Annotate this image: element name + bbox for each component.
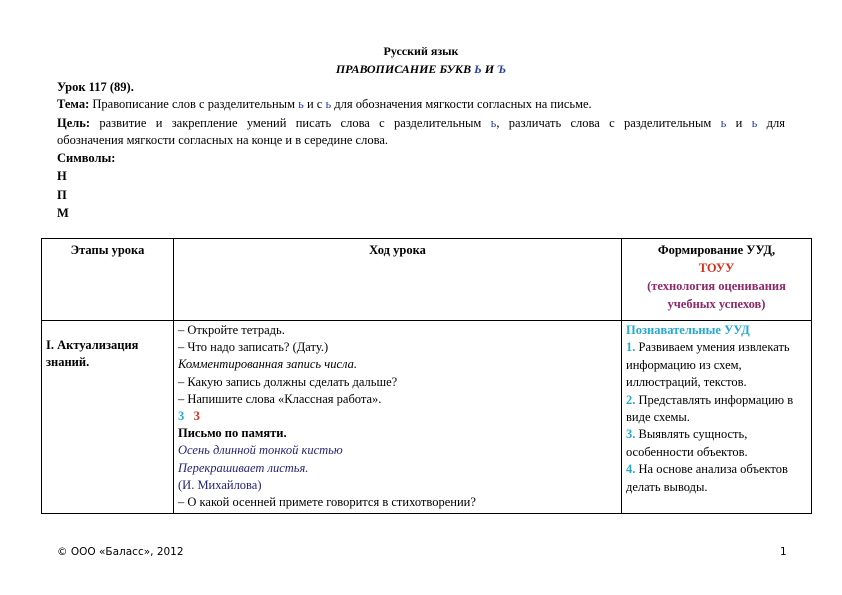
goal-label: Цель: [57,116,91,130]
stage-label: I. Актуализация знаний. [46,338,139,369]
table-header-row [42,239,812,321]
col-header-progress: Ход урока [174,239,622,321]
title-letter-hard-sign: Ъ [497,62,507,76]
uud-cell [622,321,812,514]
lesson-title [0,62,842,77]
subject-title: Русский язык [383,44,459,58]
stage-cell [42,321,174,514]
progress-line: – О какой осенней примете говорится в стихотворении? [178,495,476,510]
copyright: © ООО «Баласс», 2012 [57,546,184,558]
uud-item: 3. Выявлять сущность, особенности объектов. [626,427,748,459]
touu-label: ТОУУ [698,261,735,275]
goal-line-2: обозначения мягкости согласных на конце и в середине слова. [57,133,389,147]
symbol-n: Н [57,169,67,183]
table-row [42,321,812,514]
progress-line: – Напишите слова «Классная работа». [178,391,382,406]
progress-line: – Что надо записать? (Дату.) [178,340,329,355]
uud-item: 2. Представлять информацию в виде схемы. [626,392,794,425]
poem-author: (И. Михайлова) [178,477,262,492]
title-prefix: ПРАВОПИСАНИЕ БУКВ [335,62,475,76]
progress-line: Письмо по памяти. [178,426,287,441]
poem-line: Перекрашивает листья. [178,460,309,475]
col-header-stages: Этапы урока [42,239,174,321]
symbol-numbers: 3 3 [178,409,200,424]
progress-line: – Какую запись должны сделать дальше? [178,374,398,389]
topic-label: Тема: [57,97,90,111]
goal-line-1: Цель: развитие и закрепление умений писать слова с разделительным ь, различать слова с разделительным ь и ь для [57,116,785,130]
title-letter-soft-sign: Ь [474,62,482,76]
poem-line: Осень длинной тонкой кистью [178,443,343,458]
progress-cell [174,321,622,514]
page-number: 1 [780,546,787,558]
uud-item: 1. Развиваем умения извлекать информацию из схем, иллюстраций, текстов. [626,340,790,390]
col-header-uud: Формирование УУД, ТОУУ (технология оценивания учебных успехов) [622,239,812,321]
symbol-m: М [57,206,69,220]
symbols-label: Символы: [57,151,116,165]
topic-line: Тема: Правописание слов с разделительным ь и с ь для обозначения мягкости согласных на письме. [57,97,592,111]
uud-title: Познавательные УУД [626,323,750,337]
symbol-p: П [57,188,67,202]
progress-line: – Откройте тетрадь. [178,323,285,337]
lesson-number: Урок 117 (89). [57,80,134,94]
progress-line: Комментированная запись числа. [178,357,357,372]
lesson-table [41,238,812,514]
uud-item: 4. На основе анализа объектов делать выводы. [626,462,788,494]
title-and: И [481,62,498,76]
